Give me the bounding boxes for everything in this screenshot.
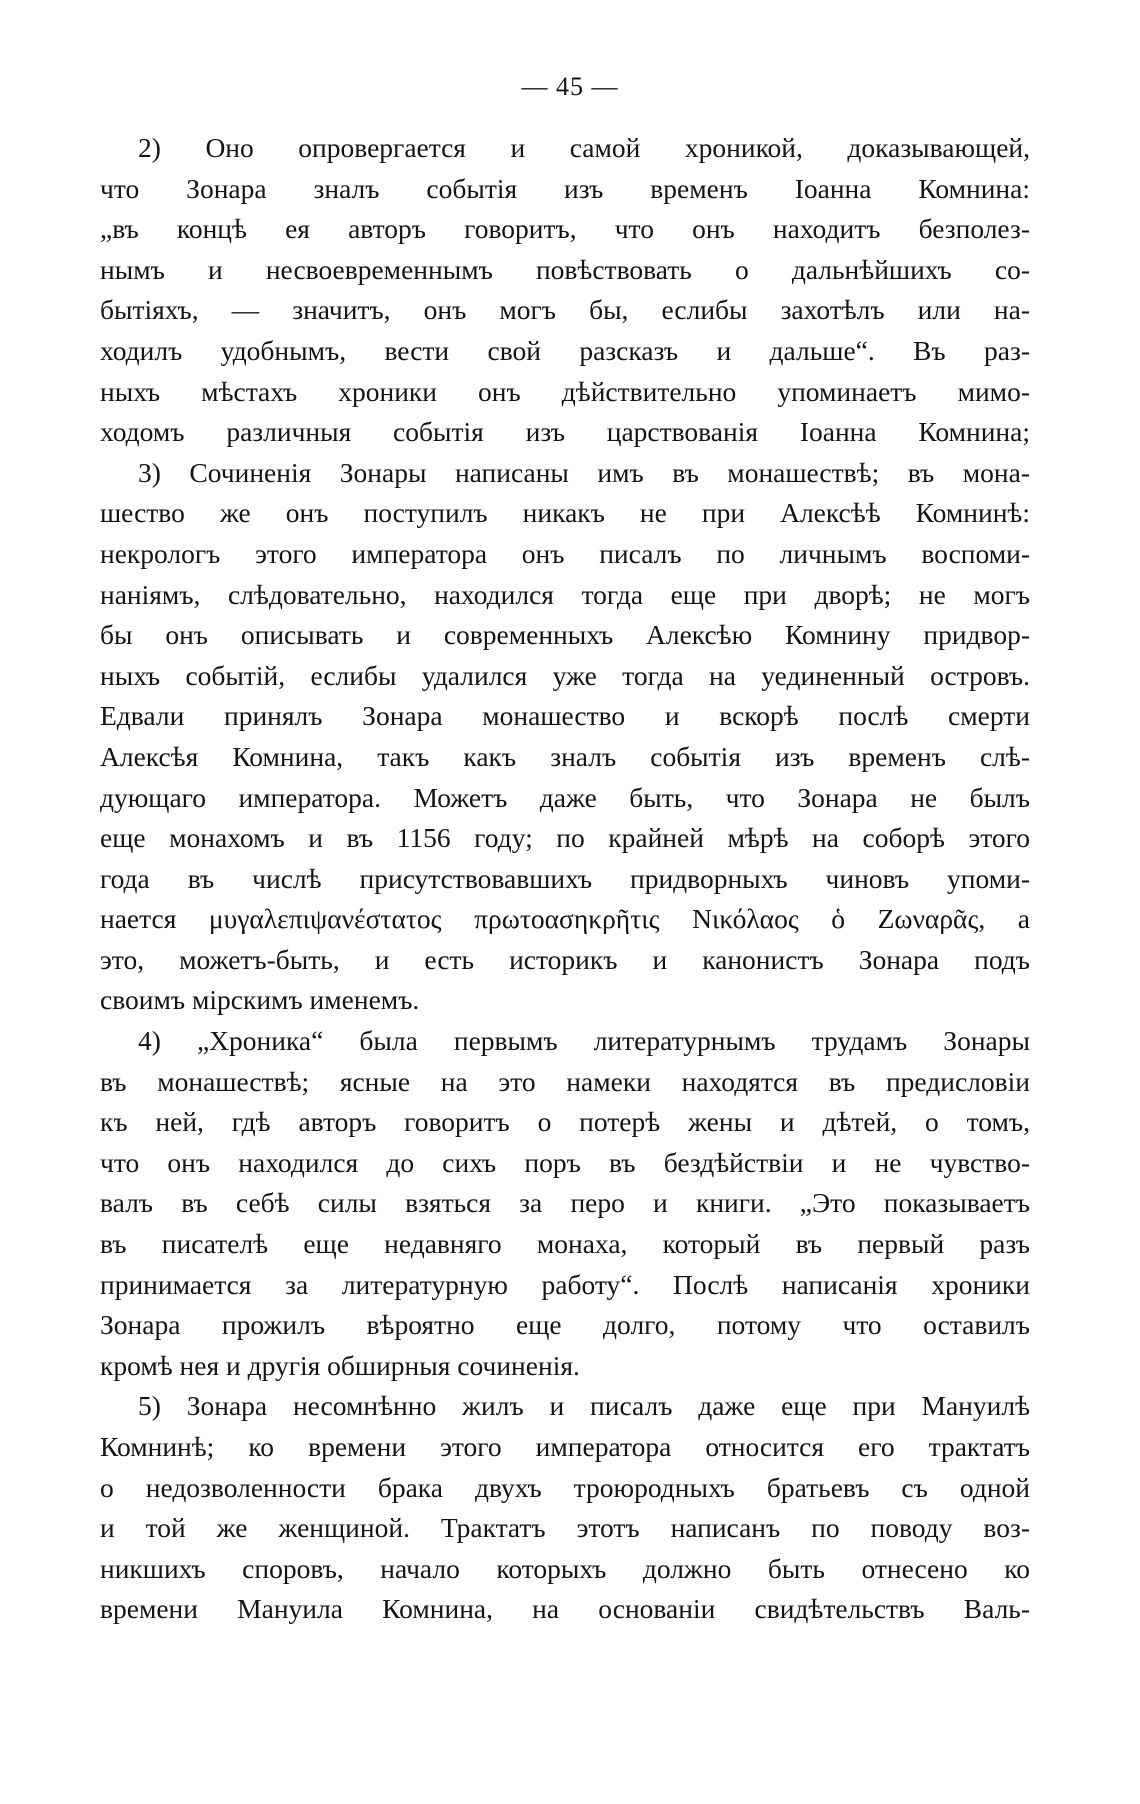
text-line: что Зонара зналъ событія изъ временъ Іоанна Комнина: xyxy=(100,172,1030,204)
text-line: года въ числѣ присутствовавшихъ придворныхъ чиновъ упоми- xyxy=(100,862,1030,894)
body-text xyxy=(100,128,1030,1630)
text-line: ходомъ различныя событія изъ царствованія Іоанна Комнина; xyxy=(100,416,1030,448)
text-line: въ писателѣ еще недавняго монаха, который въ первый разъ xyxy=(100,1228,1030,1260)
text-line: некрологъ этого императора онъ писалъ по личнымъ воспоми- xyxy=(100,537,1030,569)
text-line: дующаго императора. Можетъ даже быть, что Зонара не былъ xyxy=(100,781,1030,813)
text-line: нается μυγαλεπιψανέστατος πρωτοασηκρῆτις Νικόλαος ὁ Ζωναρᾶς, а xyxy=(100,903,1030,935)
text-line: принимается за литературную работу“. Послѣ написанія хроники xyxy=(100,1268,1030,1300)
text-line: ныхъ событій, еслибы удалился уже тогда на уединенный островъ. xyxy=(100,659,1030,691)
text-line: кромѣ нея и другія обширныя сочиненія. xyxy=(100,1349,580,1381)
page-number: — 45 — xyxy=(521,72,619,101)
text-line: о недозволенности брака двухъ троюродныхъ братьевъ съ одной xyxy=(100,1471,1030,1503)
text-line: валъ въ себѣ силы взяться за перо и книги. „Это показываетъ xyxy=(100,1187,1030,1219)
text-line: бы онъ описывать и современныхъ Алексѣю Комнину придвор- xyxy=(100,619,1030,651)
text-line: своимъ мірскимъ именемъ. xyxy=(100,984,420,1016)
text-line: Зонара прожилъ вѣроятно еще долго, потому что оставилъ xyxy=(100,1309,1030,1341)
text-line: 5) Зонара несомнѣнно жилъ и писалъ даже еще при Мануилѣ xyxy=(138,1390,1030,1422)
text-line: Комнинѣ; ко времени этого императора относится его трактатъ xyxy=(100,1431,1030,1462)
text-line: это, можетъ-быть, и есть историкъ и канонистъ Зонара подъ xyxy=(100,943,1030,975)
text-line: къ ней, гдѣ авторъ говоритъ о потерѣ жены и дѣтей, о томъ, xyxy=(100,1106,1030,1138)
text-line: бытіяхъ, — значитъ, онъ могъ бы, еслибы захотѣлъ или на- xyxy=(100,294,1030,326)
text-line: еще монахомъ и въ 1156 году; по крайней мѣрѣ на соборѣ этого xyxy=(100,822,1030,854)
text-line: что онъ находился до сихъ поръ въ бездѣйствіи и не чувство- xyxy=(100,1146,1030,1178)
text-line: и той же женщиной. Трактатъ этотъ написанъ по поводу воз- xyxy=(100,1512,1030,1544)
text-line: Едвали принялъ Зонара монашество и вскорѣ послѣ смерти xyxy=(100,700,1030,732)
text-line: шество же онъ поступилъ никакъ не при Алексѣѣ Комнинѣ: xyxy=(100,497,1030,529)
text-line: времени Мануила Комнина, на основаніи свидѣтельствъ Валь- xyxy=(100,1593,1030,1625)
text-line: ходилъ удобнымъ, вести свой разсказъ и дальше“. Въ раз- xyxy=(100,334,1030,366)
text-line: „въ концѣ ея авторъ говоритъ, что онъ находитъ безполез- xyxy=(100,213,1030,245)
text-line: нымъ и несвоевременнымъ повѣствовать о дальнѣйшихъ со- xyxy=(100,253,1030,285)
text-line: 3) Сочиненія Зонары написаны имъ въ монашествѣ; въ мона- xyxy=(138,456,1030,488)
text-line: въ монашествѣ; ясные на это намеки находятся въ предисловіи xyxy=(100,1065,1030,1097)
text-line: 4) „Хроника“ была первымъ литературнымъ трудамъ Зонары xyxy=(138,1025,1030,1057)
text-line: ныхъ мѣстахъ хроники онъ дѣйствительно упоминаетъ мимо- xyxy=(100,375,1030,407)
text-line: 2) Оно опровергается и самой хроникой, доказывающей, xyxy=(138,132,1030,163)
text-line: наніямъ, слѣдовательно, находился тогда еще при дворѣ; не могъ xyxy=(100,578,1030,610)
text-line: никшихъ споровъ, начало которыхъ должно быть отнесено ко xyxy=(100,1552,1030,1584)
text-line: Алексѣя Комнина, такъ какъ зналъ событія изъ временъ слѣ- xyxy=(100,740,1030,772)
